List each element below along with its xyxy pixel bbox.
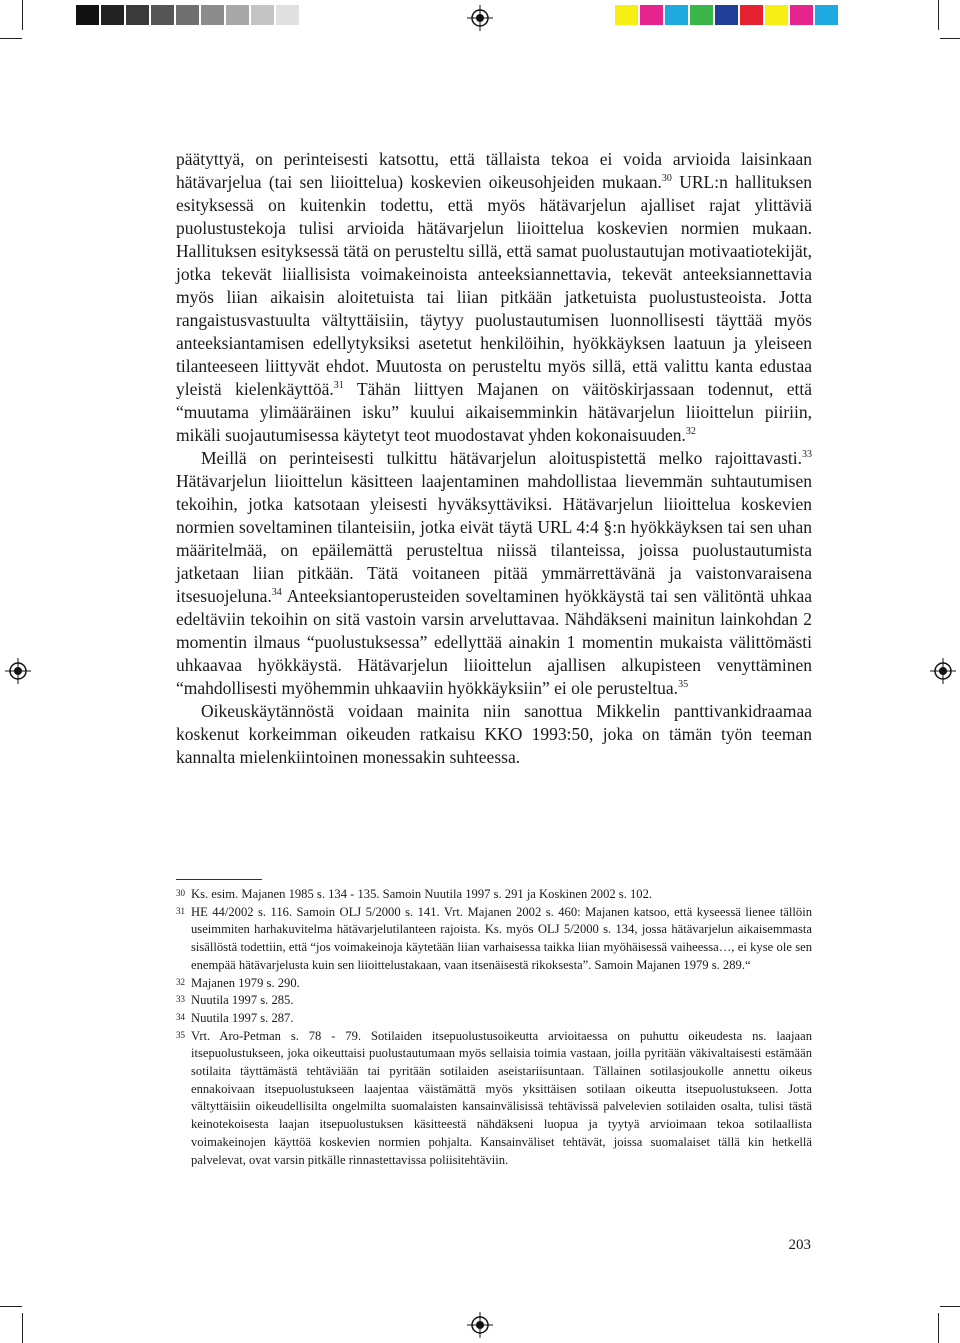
gray-swatch: [201, 5, 224, 25]
footnote-text: Ks. esim. Majanen 1985 s. 134 - 135. Samoin Nuutila 1997 s. 291 ja Koskinen 2002 s. 102.: [191, 887, 653, 901]
registration-mark-top-icon: [467, 5, 493, 31]
gray-swatch: [251, 5, 274, 25]
color-swatch: [790, 5, 813, 25]
footnote-number: 32: [176, 976, 185, 987]
crop-mark-top-left-h: [0, 38, 22, 39]
footnote-text: Majanen 1979 s. 290.: [191, 975, 300, 990]
gray-swatch: [276, 5, 299, 25]
footnote-number: 30: [176, 888, 185, 898]
footnote-number: 34: [176, 1011, 185, 1022]
crop-mark-top-right: [938, 0, 939, 30]
footnote: [176, 1028, 812, 1170]
color-swatch: [715, 5, 738, 25]
footnote-text: Nuutila 1997 s. 285.: [191, 993, 294, 1008]
footnote-text: Vrt. Aro-Petman s. 78 - 79. Sotilaiden itsepuolustusoikeutta arvioitaessa on puhuttu oikeudesta ns. laajaan itsepuolustukseen, joka oikeuttaisi puolustautumaan myös sellaisia toimia vastaan, joilla pyritään väkivaltaisesti estämään sotilaita täyttämästä tehtäviään tai pyritään sotilaiden aseistariisuntaan. Tällainen sotilasjoukolle annettu oikeus ennakoivaan itsepuolustukseen laajentaa väistämättä myös yksittäisen sotilaan oikeutta itsepuolustukseen. Jotta vältyttäisiin oikeudellisilta ongelmilta suomalaisten kansainvälisissä tehtävissä palvelevien sotilaiden osalta, tulisi tästä keinotekoisesta laajan itsepuolustuksen käsitteestä nähdäkseni luopua ja tyytyä arvioimaan tekoa sotilaallista voimakeinojen käyttöä koskevien normien pohjalta. Kansainväliset tehtävät, joissa suomalaiset tällä kin hetkellä palvelevat, ovat varsin pitkälle rinnastettavissa poliisitehtäviin.: [191, 1028, 812, 1167]
registration-mark-bottom-icon: [467, 1312, 493, 1338]
footnote-number: 33: [176, 994, 185, 1005]
paragraph-1: päätyttyä, on perinteisesti katsottu, että tällaista tekoa ei voida arvioida laisinkaan hätävarjelua (tai sen liioittelua) koskevien oikeusohjeiden mukaan.$^{30}$ URL:n hallituksen esityksessä on kuitenkin todettu, että myös hätävarjelun ajalliset rajat ylittäviä puolustustekoja tulisi arvioida hätävarjelun liioittelua koskevien normien mukaan. Hallituksen esityksessä tätä on perusteltu sillä, että samat puolustautujan motivaatiotekijät, jotka tekevät liiallisista voimakeinoista anteeksiannettavia, tekevät anteeksiannettavia myös liian aikaisin aloitetuista tai liian pitkään jatketuista puolustusteoista. Jotta rangaistusvastuulta vältyttäisiin, täytyy puolustautumisen luonnollisesti täyttää myös anteeksiantamisen edellytyksiksi asetetut henkilöihin, hyökkäyksen laatuun ja yleiseen tilanteeseen liittyvät ehdot. Muutosta on perusteltu myös sillä, että valittu kanta edustaa yleistä kielenkäyttöä.$^{31}$ Tähän liittyen Majanen on väitöskirjassaan todennut, että “muutama ylimääräinen isku” kuului aikaisemminkin hätävarjelun liioittelun piiriin, mikäli suojautumisessa käytetyt teot muodostavat yhden kokonaisuuden.$^{32}$: [176, 149, 812, 445]
color-swatch: [815, 5, 838, 25]
footnote-ref-31[interactable]: 31: [333, 380, 344, 392]
crop-mark-bottom-left: [22, 1313, 23, 1343]
gray-swatch: [76, 5, 99, 25]
body-text: [176, 148, 812, 769]
gray-swatch: [226, 5, 249, 25]
footnote: [176, 1010, 812, 1028]
footnote-number: 35: [176, 1029, 185, 1040]
footnote-separator: [176, 879, 262, 880]
color-swatch: [765, 5, 788, 25]
crop-mark-bottom-left-h: [0, 1306, 22, 1307]
color-swatch: [690, 5, 713, 25]
footnote: [176, 992, 812, 1010]
footnote-number: 31: [176, 905, 185, 916]
color-swatch: [665, 5, 688, 25]
gray-swatch: [126, 5, 149, 25]
footnote-ref-32[interactable]: 32: [685, 426, 696, 438]
gray-swatch: [176, 5, 199, 25]
footnote-text: Nuutila 1997 s. 287.: [191, 1010, 294, 1025]
paragraph-2: Meillä on perinteisesti tulkittu hätävarjelun aloituspistettä melko rajoittavasti.$^{33}$ Hätävarjelun liioittelun käsitteen laajentaminen mahdollistaa lievemmän suhtautumisen tekoihin, jotka katsotaan yleisesti hyväksyttäviksi. Hätävarjelun liioittelua koskevien normien soveltaminen tilanteisiin, jotka eivät täytä URL 4:4 §:n hyökkäyksen tai sen uhan määritelmää, on epäilemättä perusteltua niissä tilanteissa, joissa puolustautumista jatketaan liian pitkään. Tätä voitaneen pitää ymmärrettävänä ja vaistonvaraisena itsesuojeluna.$^{34}$ Anteeksiantoperusteiden soveltaminen hyökkäystä tai sen välitöntä uhkaa edeltäviin tekoihin on sitä vastoin varsin arveluttavaa. Nähdäkseni mainitun lainkohdan 2 momentin ilmaus “puolustuksessa” edellyttää ainakin 1 momentin mukaista välittömästi uhkaavaa hyökkäystä. Hätävarjelun liioittelun ajallisen alkupisteen venyttäminen “mahdollisesti myöhemmin uhkaaviin hyökkäyksiin” ei ole perusteltua.$^{35}$: [176, 448, 812, 698]
footnote-text: HE 44/2002 s. 116. Samoin OLJ 5/2000 s. 141. Vrt. Majanen 2002 s. 460: Majanen katsoo, että kyseessä lienee tällöin useimmiten harhakuvitelma hätävarjelutilanteen rajoista. Ks. myös OLJ 5/2000 s. 134, jossa hätävarjelun aikaisemmasta sisällöstä todettiin, että “jos voimakeinoja käytetään liian varhaisessa taikka liian myöhäisessä vaiheessa…, ei kyse ole sen enempää hätävarjelusta kuin sen liioittelustakaan, vaan itsenäisestä rikoksesta”. Samoin Majanen 1979 s. 289.“: [191, 904, 812, 972]
color-swatch: [740, 5, 763, 25]
crop-mark-top-left: [22, 0, 23, 30]
registration-mark-right-icon: [930, 658, 956, 684]
footnote-ref-33[interactable]: 33: [802, 449, 812, 461]
footnote: [176, 886, 812, 904]
footnote-ref-30[interactable]: 30: [661, 173, 672, 185]
crop-mark-bottom-right-h: [940, 1306, 960, 1307]
footnote: [176, 904, 812, 975]
paragraph-3: Oikeuskäytännöstä voidaan mainita niin sanottua Mikkelin panttivankidraamaa koskenut korkeimman oikeuden ratkaisu KKO 1993:50, joka on tämän työn teeman kannalta mielenkiintoinen monessakin suhteessa.: [176, 701, 812, 767]
gray-swatch: [151, 5, 174, 25]
gray-swatch: [101, 5, 124, 25]
crop-mark-bottom-right: [938, 1313, 939, 1343]
color-calibration-bar: [615, 5, 840, 25]
crop-mark-top-right-h: [940, 38, 960, 39]
registration-mark-left-icon: [5, 658, 31, 684]
footnotes: [176, 886, 812, 1169]
footnote-ref-35[interactable]: 35: [678, 679, 689, 691]
color-swatch: [640, 5, 663, 25]
gray-calibration-bar: [76, 5, 301, 25]
color-swatch: [615, 5, 638, 25]
page-number: 203: [788, 1237, 811, 1253]
footnote-ref-34[interactable]: 34: [271, 587, 282, 599]
footnote: [176, 975, 812, 993]
